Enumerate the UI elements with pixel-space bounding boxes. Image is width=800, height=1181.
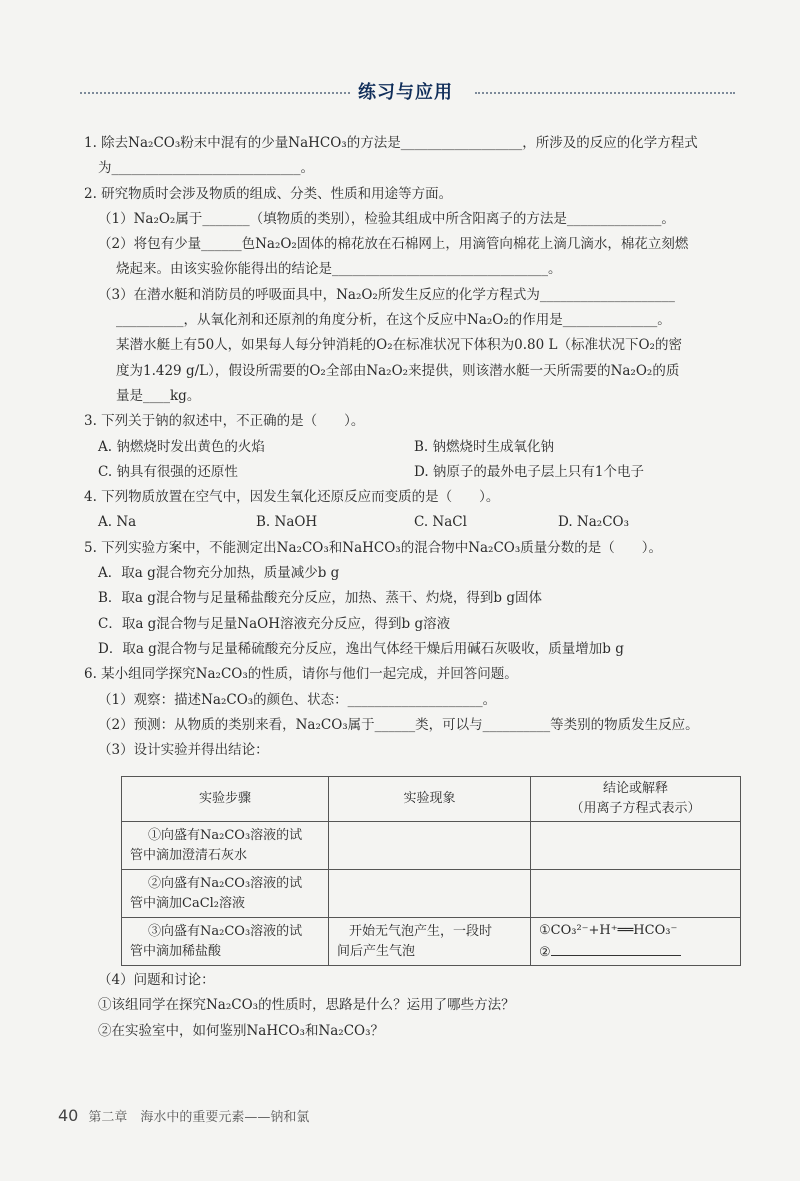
q6-part-4: （4）问题和讨论： <box>98 972 215 988</box>
page-footer <box>58 1106 309 1125</box>
option-c: C. NaCl <box>414 514 467 531</box>
q2-part-3-cont: __________，从氧化剂和还原剂的角度分析，在这个反应中Na₂O₂的作用是______________。 <box>116 312 671 329</box>
option-b: B. NaOH <box>256 514 318 531</box>
chapter-title: 第二章 海水中的重要元素——钠和氯 <box>88 1110 310 1125</box>
header-dotted-rule-right <box>475 92 735 94</box>
answer-blank: ____________________________ <box>111 160 301 177</box>
option-d: D. Na₂CO₃ <box>558 514 630 531</box>
answer-blank: ________________________________ <box>332 261 548 278</box>
answer-blank: ______________ <box>566 210 662 227</box>
q6-stem: 6. 某小组同学探究Na₂CO₃的性质，请你与他们一起完成，并回答问题。 <box>84 666 518 683</box>
step-cell: ①向盛有Na₂CO₃溶液的试 管中滴加澄清石灰水 <box>122 822 329 870</box>
q6-part-1: （1）观察：描述Na₂CO₃的颜色、状态：____________________。 <box>98 691 497 708</box>
q5-stem: 5. 下列实验方案中，不能测定出Na₂CO₃和NaHCO₃的混合物中Na₂CO₃质量分数的是（ ）。 <box>84 539 663 556</box>
q4-options <box>84 510 740 535</box>
answer-blank: __________ <box>116 312 184 329</box>
table-header-row <box>122 777 741 822</box>
conclusion-cell <box>531 822 741 870</box>
answer-blank <box>551 941 681 956</box>
step-cell: ②向盛有Na₂CO₃溶液的试 管中滴加CaCl₂溶液 <box>122 870 329 918</box>
answer-blank: __________________ <box>400 135 523 151</box>
conclusion-cell <box>531 870 741 918</box>
q2-part-2-cont: 烧起来。由该实验你能得出的结论是________________________________。 <box>116 261 562 278</box>
q2-stem: 2. 研究物质时会涉及物质的组成、分类、性质和用途等方面。 <box>84 185 453 202</box>
q2-part-1: （1）Na₂O₂属于_______（填物质的类别），检验其组成中所含阳离子的方法是______________。 <box>98 210 675 227</box>
q5-option-b: B．取a g混合物与足量稀盐酸充分反应，加热、蒸干、灼烧，得到b g固体 <box>98 590 542 607</box>
table-row <box>122 822 741 870</box>
phenomenon-cell <box>329 822 531 870</box>
answer-blank: ______ <box>374 716 416 733</box>
q4-stem: 4. 下列物质放置在空气中，因发生氧化还原反应而变质的是（ ）。 <box>84 489 500 506</box>
q2-part-2: （2）将包有少量______色Na₂O₂固体的棉花放在石棉网上，用滴管向棉花上滴几滴水，棉花立刻燃 <box>98 236 689 253</box>
q6-part-3: （3）设计实验并得出结论： <box>98 742 269 759</box>
answer-blank: ______ <box>201 236 242 253</box>
col-header-phenomena: 实验现象 <box>329 777 531 822</box>
header-dotted-rule-left <box>80 92 350 94</box>
page-number: 40 <box>58 1106 79 1125</box>
q1-line-2: 为____________________________。 <box>98 160 314 177</box>
experiment-table <box>121 776 741 966</box>
phenomenon-cell: 开始无气泡产生，一段时 间后产生气泡 <box>329 918 531 966</box>
q6-part-4-question-2: ②在实验室中，如何鉴别NaHCO₃和Na₂CO₃？ <box>98 1022 385 1039</box>
q2-part-3-calc-2: 度为1.429 g/L），假设所需要的O₂全部由Na₂O₂来提供，则该潜水艇一天所需要的Na₂O₂的质 <box>116 362 680 379</box>
option-c: C. 钠具有很强的还原性 <box>98 463 238 480</box>
step-cell: ③向盛有Na₂CO₃溶液的试 管中滴加稀盐酸 <box>122 918 329 966</box>
q3-options-row-2 <box>84 460 740 485</box>
answer-blank: ____________________ <box>347 691 483 708</box>
q3-stem: 3. 下列关于钠的叙述中，不正确的是（ ）。 <box>84 413 365 430</box>
q1-line-1: 1. 除去Na₂CO₃粉末中混有的少量NaHCO₃的方法是__________________，所涉及的反应的化学方程式 <box>84 135 698 151</box>
answer-blank: __________ <box>482 716 551 733</box>
q2-part-3: （3）在潜水艇和消防员的呼吸面具中，Na₂O₂所发生反应的化学方程式为____________________ <box>98 286 675 303</box>
q5-option-d: D．取a g混合物与足量稀硫酸充分反应，逸出气体经干燥后用碱石灰吸收，质量增加b g <box>98 640 624 657</box>
q5-option-a: A．取a g混合物充分加热，质量减少b g <box>98 565 340 582</box>
conclusion-cell: ①CO₃²⁻+H⁺══HCO₃⁻ ② <box>531 918 741 966</box>
q2-part-3-calc-3: 量是____kg。 <box>116 387 201 404</box>
table-row <box>122 870 741 918</box>
q5-option-c: C．取a g混合物与足量NaOH溶液充分反应，得到b g溶液 <box>98 615 451 632</box>
q3-options-row-1 <box>84 435 740 460</box>
q2-part-3-calc-1: 某潜水艇上有50人，如果每人每分钟消耗的O₂在标准状况下体积为0.80 L（标准状况下O₂的密 <box>116 337 682 354</box>
section-title: 练习与应用 <box>358 82 453 103</box>
phenomenon-cell <box>329 870 531 918</box>
q6-part-2: （2）预测：从物质的类别来看，Na₂CO₃属于______类，可以与__________等类别的物质发生反应。 <box>98 716 699 733</box>
q6-discussion <box>84 968 740 1044</box>
exercise-content <box>84 131 740 763</box>
option-d: D. 钠原子的最外电子层上只有1个电子 <box>414 463 645 480</box>
q6-part-4-question-1: ①该组同学在探究Na₂CO₃的性质时，思路是什么？运用了哪些方法？ <box>98 997 515 1014</box>
option-b: B. 钠燃烧时生成氧化钠 <box>414 438 555 455</box>
option-a: A. Na <box>98 514 137 531</box>
col-header-steps: 实验步骤 <box>122 777 329 822</box>
answer-blank: ______________ <box>562 312 658 329</box>
table-row <box>122 918 741 966</box>
option-a: A. 钠燃烧时发出黄色的火焰 <box>98 438 265 455</box>
answer-blank: _______ <box>202 210 250 227</box>
section-header <box>80 74 735 110</box>
answer-blank: ____________________ <box>539 286 675 303</box>
answer-blank: ____ <box>143 387 170 404</box>
col-header-conclusion: 结论或解释 （用离子方程式表示） <box>531 777 741 822</box>
